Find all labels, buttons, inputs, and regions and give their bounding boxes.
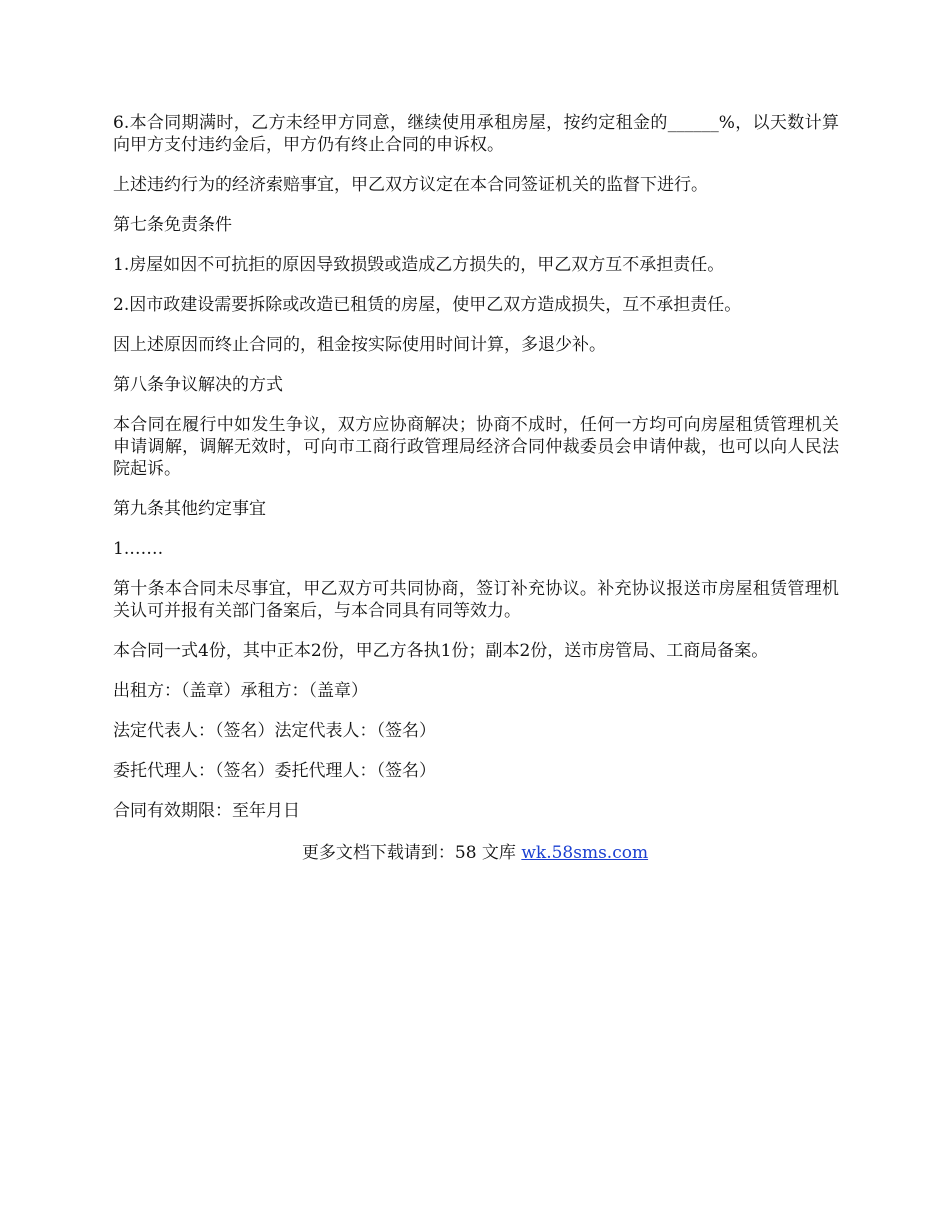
breach-claims-paragraph: 上述违约行为的经济索赔事宜，甲乙双方议定在本合同签证机关的监督下进行。 <box>113 175 708 195</box>
agent-line: 委托代理人：（签名）委托代理人：（签名） <box>113 761 436 781</box>
article-9-heading: 第九条其他约定事宜 <box>113 499 266 519</box>
signatory-seal-line: 出租方：（盖章）承租方：（盖章） <box>113 681 368 701</box>
document-body <box>113 112 839 840</box>
other-matters-item-1: 1.…… <box>113 539 164 559</box>
article-8-heading: 第八条争议解决的方式 <box>113 375 283 395</box>
footer-prefix-text: 更多文档下载请到：58 文库 <box>301 843 522 863</box>
clause-6-paragraph: 6.本合同期满时，乙方未经甲方同意，继续使用承租房屋，按约定租金的______%，以天数计算向甲方支付违约金后，甲方仍有终止合同的申诉权。 <box>113 113 839 155</box>
validity-period-line: 合同有效期限：至年月日 <box>113 801 300 821</box>
article-7-heading: 第七条免责条件 <box>113 215 232 235</box>
article-10-paragraph: 第十条本合同未尽事宜，甲乙双方可共同协商，签订补充协议。补充协议报送市房屋租赁管理机关认可并报有关部门备案后，与本合同具有同等效力。 <box>113 579 839 621</box>
dispute-resolution-paragraph: 本合同在履行中如发生争议，双方应协商解决；协商不成时，任何一方均可向房屋租赁管理机关申请调解，调解无效时，可向市工商行政管理局经济合同仲裁委员会申请仲裁，也可以向人民法院起诉。 <box>113 415 839 479</box>
exemption-item-2: 2.因市政建设需要拆除或改造已租赁的房屋，使甲乙双方造成损失，互不承担责任。 <box>113 295 742 315</box>
footer-site-link[interactable]: wk.58sms.com <box>521 843 649 863</box>
exemption-item-1: 1.房屋如因不可抗拒的原因导致损毁或造成乙方损失的，甲乙双方互不承担责任。 <box>113 255 725 275</box>
legal-representative-line: 法定代表人：（签名）法定代表人：（签名） <box>113 721 436 741</box>
copies-paragraph: 本合同一式4份，其中正本2份，甲乙方各执1份；副本2份，送市房管局、工商局备案。 <box>113 641 769 661</box>
download-footer <box>0 842 950 864</box>
rent-settlement-paragraph: 因上述原因而终止合同的，租金按实际使用时间计算，多退少补。 <box>113 335 606 355</box>
